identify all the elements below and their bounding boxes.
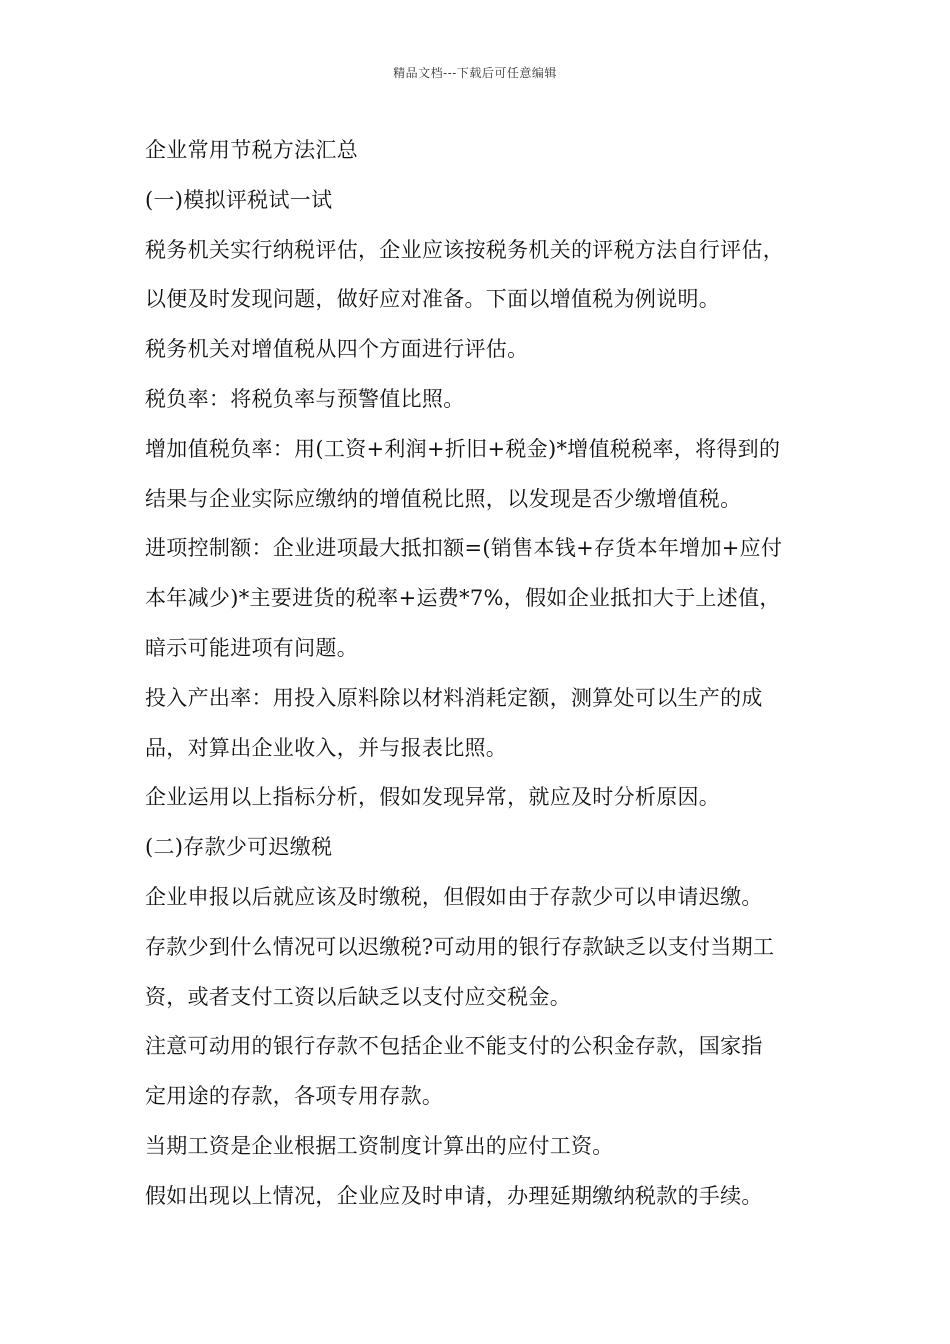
text-line: 暗示可能进项有问题。 [145,635,358,660]
text-line: 增加值税负率：用(工资+利润+折旧+税金)*增值税税率，将得到的 [145,436,781,461]
text-line: 企业申报以后就应该及时缴税，但假如由于存款少可以申请迟缴。 [145,884,763,909]
text-line: 结果与企业实际应缴纳的增值税比照，以发现是否少缴增值税。 [145,486,742,511]
text-line: 进项控制额：企业进项最大抵扣额=(销售本钱+存货本年增加+应付 [145,536,783,561]
text-line: 本年减少)*主要进货的税率+运费*7%，假如企业抵扣大于上述值， [145,586,781,611]
text-line: 存款少到什么情况可以迟缴税?可动用的银行存款缺乏以支付当期工 [145,934,775,959]
section-heading: (一)模拟评税试一试 [145,187,333,212]
text-line: 投入产出率：用投入原料除以材料消耗定额，测算处可以生产的成 [145,685,763,710]
text-line: 假如出现以上情况，企业应及时申请，办理延期缴纳税款的手续。 [145,1183,763,1208]
text-line: 企业运用以上指标分析，假如发现异常，就应及时分析原因。 [145,785,721,810]
text-line: 定用途的存款，各项专用存款。 [145,1084,444,1109]
document-body [145,132,825,1228]
text-line: 资，或者支付工资以后缺乏以支付应交税金。 [145,984,571,1009]
text-line: 以便及时发现问题，做好应对准备。下面以增值税为例说明。 [145,287,721,312]
text-line: 品，对算出企业收入，并与报表比照。 [145,735,508,760]
document-title: 企业常用节税方法汇总 [145,138,358,162]
page-header: 精品文档---下载后可任意编辑 [393,66,557,80]
section-heading: (二)存款少可迟缴税 [145,835,333,860]
text-line: 当期工资是企业根据工资制度计算出的应付工资。 [145,1133,614,1158]
text-line: 税务机关对增值税从四个方面进行评估。 [145,337,529,362]
text-line: 注意可动用的银行存款不包括企业不能支付的公积金存款，国家指 [145,1034,763,1059]
text-line: 税负率：将税负率与预警值比照。 [145,386,465,411]
text-line: 税务机关实行纳税评估，企业应该按税务机关的评税方法自行评估， [145,237,784,262]
